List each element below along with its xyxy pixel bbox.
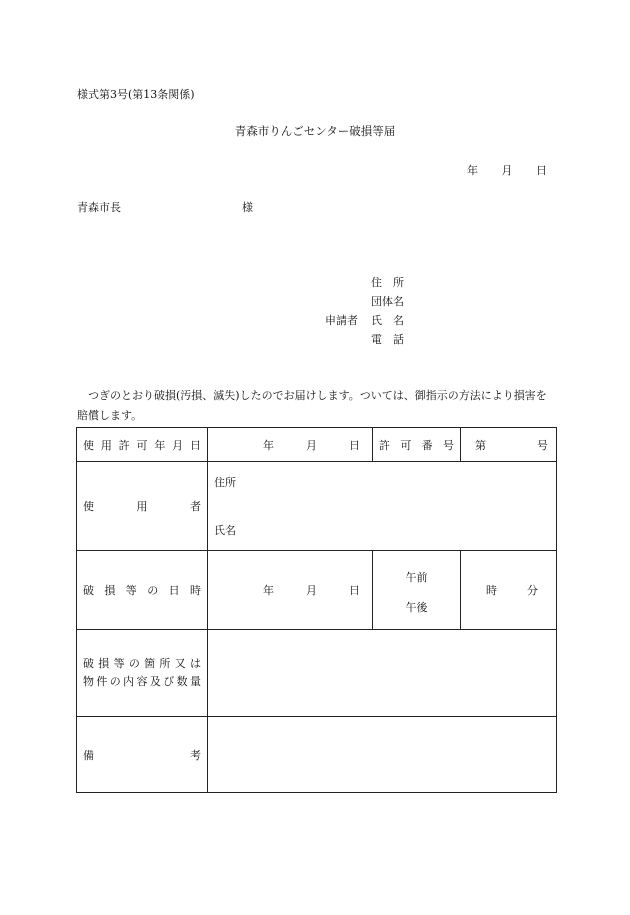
applicant-group-row — [325, 293, 404, 309]
applicant-address-row — [325, 274, 404, 290]
damage-place-label-line1: 破損等の箇所又は — [83, 657, 201, 670]
damage-place-label-line2: 物件の内容及び数量 — [83, 675, 201, 688]
permit-number-suffix: 号 — [537, 438, 548, 452]
user-address-label: 住所 — [214, 476, 236, 489]
remarks-label: 備考 — [77, 717, 208, 793]
addressee-honorific: 様 — [242, 201, 253, 214]
damage-day-label: 日 — [349, 584, 360, 597]
pm-label: 午後 — [405, 601, 428, 614]
remarks-field[interactable] — [208, 717, 557, 793]
user-label: 使用者 — [77, 462, 208, 551]
remarks-row — [77, 717, 557, 793]
damage-year-label: 年 — [263, 584, 274, 597]
am-label: 午前 — [405, 571, 428, 584]
permit-number-label: 許可番号 — [373, 428, 461, 462]
day-label: 日 — [536, 164, 547, 177]
applicant-group-label: 団体名 — [371, 295, 404, 308]
addressee — [77, 199, 253, 215]
time-field[interactable] — [461, 551, 557, 630]
damage-month-label: 月 — [306, 584, 317, 597]
damage-place-field[interactable] — [208, 630, 557, 717]
minute-label: 分 — [527, 584, 538, 597]
applicant-address-label: 住 所 — [371, 276, 404, 289]
user-name-label: 氏名 — [214, 524, 236, 537]
damage-place-label — [77, 630, 208, 717]
applicant-name-label: 氏 名 — [371, 314, 404, 327]
am-pm-field[interactable] — [373, 551, 461, 630]
applicant-phone-label: 電 話 — [371, 333, 404, 346]
applicant-name-row — [325, 312, 404, 328]
submission-date — [467, 162, 547, 178]
permit-date-label: 使用許可年月日 — [77, 428, 208, 462]
user-row — [77, 462, 557, 551]
permit-number-field[interactable] — [461, 428, 557, 462]
permit-number-prefix: 第 — [475, 438, 486, 452]
applicant-prefix: 申請者 — [325, 314, 358, 327]
damage-report-table — [76, 427, 557, 793]
permit-year-label: 年 — [263, 438, 274, 452]
permit-row — [77, 428, 557, 462]
body-text: つぎのとおり破損(汚損、滅失)したのでお届けします。ついては、御指示の方法により損害を賠償します。 — [77, 389, 547, 422]
hour-label: 時 — [486, 584, 497, 597]
damage-date-field[interactable] — [208, 551, 373, 630]
permit-date-field[interactable] — [208, 428, 373, 462]
user-field[interactable] — [208, 462, 557, 551]
year-label: 年 — [467, 164, 478, 177]
form-number-label: 様式第3号(第13条関係) — [77, 88, 195, 101]
permit-month-label: 月 — [306, 438, 317, 452]
applicant-phone-row — [325, 331, 404, 347]
damage-datetime-row — [77, 551, 557, 630]
permit-day-label: 日 — [349, 438, 360, 452]
month-label: 月 — [501, 164, 513, 177]
damage-datetime-label: 破損等の日時 — [77, 551, 208, 630]
addressee-name: 青森市長 — [77, 201, 121, 214]
damage-place-row — [77, 630, 557, 717]
page-title: 青森市りんごセンター破損等届 — [234, 124, 396, 138]
